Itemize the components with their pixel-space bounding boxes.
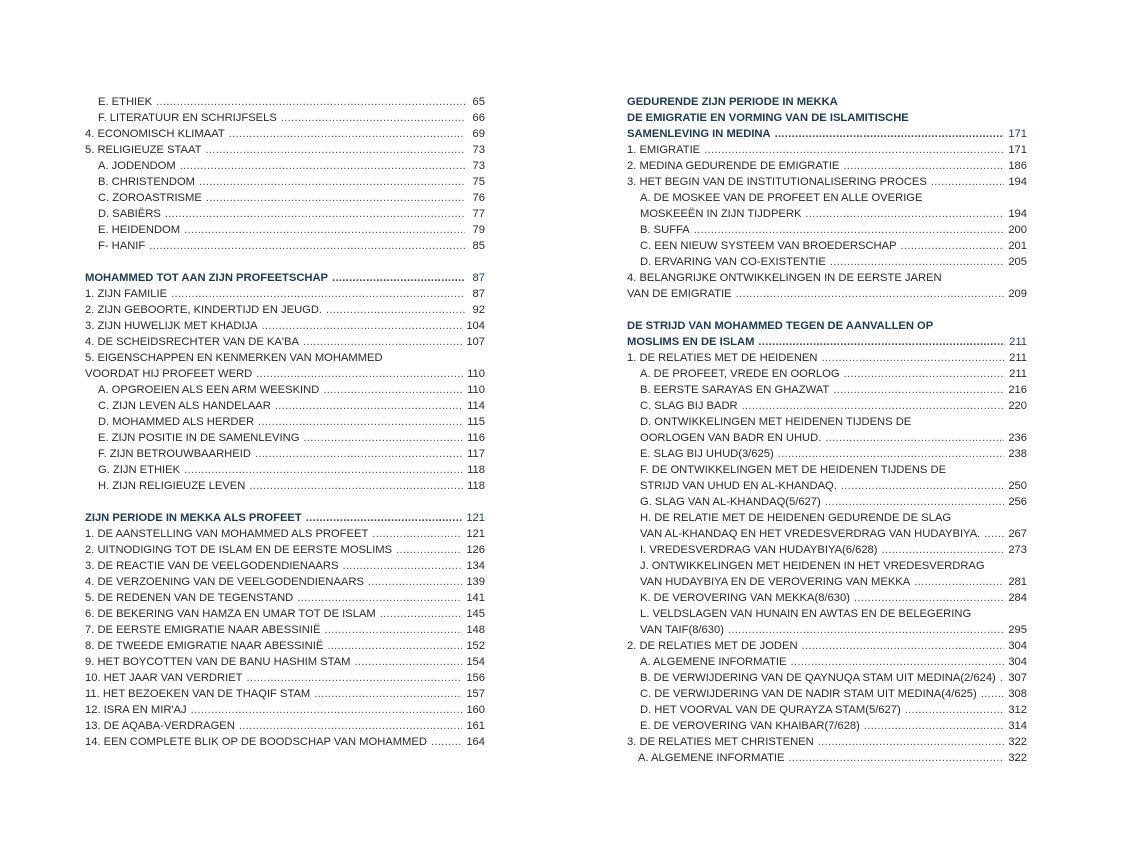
toc-entry: 6. DE BEKERING VAN HAMZA EN UMAR TOT DE ISLAM ..... 145 (85, 606, 485, 622)
toc-entry: MOSKEEËN IN ZIJN TIJDPERK ..... 194 (627, 206, 1027, 222)
toc-entry: 1. ZIJN FAMILIE ..... 87 (85, 286, 485, 302)
toc-chapter-heading: MOHAMMED TOT AAN ZIJN PROFEETSCHAP ..... 87 (85, 270, 485, 286)
toc-chapter-heading: GEDURENDE ZIJN PERIODE IN MEKKA (627, 96, 838, 108)
toc-entry: 12. ISRA EN MIR'AJ ..... 160 (85, 702, 485, 718)
toc-entry: C. EEN NIEUW SYSTEEM VAN BROEDERSCHAP ..... 201 (627, 238, 1027, 254)
toc-entry: F. DE ONTWIKKELINGEN MET DE HEIDENEN TIJDENS DE (640, 464, 947, 476)
toc-right-page (627, 94, 1027, 766)
toc-entry: D. SABIËRS ..... 77 (85, 206, 485, 222)
toc-entry: L. VELDSLAGEN VAN HUNAIN EN AWTAS EN DE BELEGERING (640, 608, 972, 620)
toc-entry: 7. DE EERSTE EMIGRATIE NAAR ABESSINIË ..... 148 (85, 622, 485, 638)
toc-entry: 13. DE AQABA-VERDRAGEN ..... 161 (85, 718, 485, 734)
toc-entry: F. ZIJN BETROUWBAARHEID ..... 117 (85, 446, 485, 462)
toc-entry: B. DE VERWIJDERING VAN DE QAYNUQA STAM UIT MEDINA(2/624) ..... 307 (627, 670, 1027, 686)
toc-entry: H. DE RELATIE MET DE HEIDENEN GEDURENDE DE SLAG (640, 512, 952, 524)
toc-entry: VOORDAT HIJ PROFEET WERD ..... 110 (85, 366, 485, 382)
toc-entry: A. DE MOSKEE VAN DE PROFEET EN ALLE OVERIGE (640, 192, 923, 204)
toc-entry: A. JODENDOM ..... 73 (85, 158, 485, 174)
toc-entry: B. SUFFA ..... 200 (627, 222, 1027, 238)
section-gap (627, 302, 1027, 318)
toc-entry: E. HEIDENDOM ..... 79 (85, 222, 485, 238)
toc-entry: 4. BELANGRIJKE ONTWIKKELINGEN IN DE EERSTE JAREN (627, 272, 942, 284)
section-gap (85, 254, 485, 270)
toc-entry: B. CHRISTENDOM ..... 75 (85, 174, 485, 190)
toc-entry: 5. DE REDENEN VAN DE TEGENSTAND ..... 141 (85, 590, 485, 606)
toc-entry: 3. DE RELATIES MET CHRISTENEN ..... 322 (627, 734, 1027, 750)
toc-entry: G. SLAG VAN AL-KHANDAQ(5/627) ..... 256 (627, 494, 1027, 510)
toc-entry: 11. HET BEZOEKEN VAN DE THAQIF STAM ..... 157 (85, 686, 485, 702)
toc-entry: D. MOHAMMED ALS HERDER ..... 115 (85, 414, 485, 430)
toc-entry: A. ALGEMENE INFORMATIE ..... 304 (627, 654, 1027, 670)
toc-left-page (85, 94, 485, 750)
toc-entry: 4. DE VERZOENING VAN DE VEELGODENDIENAARS ..... 139 (85, 574, 485, 590)
toc-entry: 4. ECONOMISCH KLIMAAT ..... 69 (85, 126, 485, 142)
toc-entry: B. EERSTE SARAYAS EN GHAZWAT ..... 216 (627, 382, 1027, 398)
toc-entry: H. ZIJN RELIGIEUZE LEVEN ..... 118 (85, 478, 485, 494)
toc-entry: A. OPGROEIEN ALS EEN ARM WEESKIND ..... 110 (85, 382, 485, 398)
toc-entry: F- HANIF ..... 85 (85, 238, 485, 254)
toc-entry: 4. DE SCHEIDSRECHTER VAN DE KA'BA ..... 107 (85, 334, 485, 350)
toc-entry: 2. UITNODIGING TOT DE ISLAM EN DE EERSTE MOSLIMS ..... 126 (85, 542, 485, 558)
toc-entry: A. ALGEMENE INFORMATIE ..... 322 (627, 750, 1027, 766)
toc-chapter-heading: ZIJN PERIODE IN MEKKA ALS PROFEET ..... 121 (85, 510, 485, 526)
toc-entry: C. ZOROASTRISME ..... 76 (85, 190, 485, 206)
toc-entry: C. ZIJN LEVEN ALS HANDELAAR ..... 114 (85, 398, 485, 414)
toc-entry: 1. DE RELATIES MET DE HEIDENEN ..... 211 (627, 350, 1027, 366)
toc-entry: F. LITERATUUR EN SCHRIJFSELS ..... 66 (85, 110, 485, 126)
toc-entry: D. ERVARING VAN CO-EXISTENTIE ..... 205 (627, 254, 1027, 270)
toc-entry: D. HET VOORVAL VAN DE QURAYZA STAM(5/627) ..... 312 (627, 702, 1027, 718)
toc-entry: C. DE VERWIJDERING VAN DE NADIR STAM UIT MEDINA(4/625) ..... 308 (627, 686, 1027, 702)
toc-entry: D. ONTWIKKELINGEN MET HEIDENEN TIJDENS DE (640, 416, 912, 428)
toc-entry: 2. ZIJN GEBOORTE, KINDERTIJD EN JEUGD. ..... 92 (85, 302, 485, 318)
toc-entry: VAN DE EMIGRATIE ..... 209 (627, 286, 1027, 302)
toc-chapter-heading: MOSLIMS EN DE ISLAM ..... 211 (627, 334, 1027, 350)
toc-entry: 2. DE RELATIES MET DE JODEN ..... 304 (627, 638, 1027, 654)
toc-entry: I. VREDESVERDRAG VAN HUDAYBIYA(6/628) ..... 273 (627, 542, 1027, 558)
toc-entry: 5. EIGENSCHAPPEN EN KENMERKEN VAN MOHAMMED (85, 352, 383, 364)
toc-entry: K. DE VEROVERING VAN MEKKA(8/630) ..... 284 (627, 590, 1027, 606)
toc-entry: C. SLAG BIJ BADR ..... 220 (627, 398, 1027, 414)
toc-entry: A. DE PROFEET, VREDE EN OORLOG ..... 211 (627, 366, 1027, 382)
toc-entry: 9. HET BOYCOTTEN VAN DE BANU HASHIM STAM ..... 154 (85, 654, 485, 670)
toc-entry: VAN AL-KHANDAQ EN HET VREDESVERDRAG VAN HUDAYBIYA. ..... 267 (627, 526, 1027, 542)
toc-entry: E. DE VEROVERING VAN KHAIBAR(7/628) ..... 314 (627, 718, 1027, 734)
toc-entry: 3. HET BEGIN VAN DE INSTITUTIONALISERING PROCES ..... 194 (627, 174, 1027, 190)
toc-entry: 14. EEN COMPLETE BLIK OP DE BOODSCHAP VAN MOHAMMED ..... 164 (85, 734, 485, 750)
toc-entry: 1. EMIGRATIE ..... 171 (627, 142, 1027, 158)
toc-chapter-heading: DE EMIGRATIE EN VORMING VAN DE ISLAMITISCHE (627, 112, 909, 124)
toc-entry: STRIJD VAN UHUD EN AL-KHANDAQ. ..... 250 (627, 478, 1027, 494)
toc-entry: G. ZIJN ETHIEK ..... 118 (85, 462, 485, 478)
toc-entry: 1. DE AANSTELLING VAN MOHAMMED ALS PROFEET ..... 121 (85, 526, 485, 542)
toc-entry: E. ZIJN POSITIE IN DE SAMENLEVING ..... 116 (85, 430, 485, 446)
toc-entry: VAN HUDAYBIYA EN DE VEROVERING VAN MEKKA ..... 281 (627, 574, 1027, 590)
toc-entry: 3. DE REACTIE VAN DE VEELGODENDIENAARS ..... 134 (85, 558, 485, 574)
toc-chapter-heading: DE STRIJD VAN MOHAMMED TEGEN DE AANVALLEN OP (627, 320, 934, 332)
toc-entry: E. ETHIEK ..... 65 (85, 94, 485, 110)
section-gap (85, 494, 485, 510)
toc-entry: 3. ZIJN HUWELIJK MET KHADIJA ..... 104 (85, 318, 485, 334)
toc-entry: 10. HET JAAR VAN VERDRIET ..... 156 (85, 670, 485, 686)
toc-entry: 2. MEDINA GEDURENDE DE EMIGRATIE ..... 186 (627, 158, 1027, 174)
toc-entry: 5. RELIGIEUZE STAAT ..... 73 (85, 142, 485, 158)
toc-chapter-heading: SAMENLEVING IN MEDINA ..... 171 (627, 126, 1027, 142)
toc-entry: 8. DE TWEEDE EMIGRATIE NAAR ABESSINIË ..... 152 (85, 638, 485, 654)
toc-entry: VAN TAIF(8/630) ..... 295 (627, 622, 1027, 638)
toc-entry: J. ONTWIKKELINGEN MET HEIDENEN IN HET VREDESVERDRAG (640, 560, 985, 572)
toc-entry: OORLOGEN VAN BADR EN UHUD. ..... 236 (627, 430, 1027, 446)
toc-entry: E. SLAG BIJ UHUD(3/625) ..... 238 (627, 446, 1027, 462)
